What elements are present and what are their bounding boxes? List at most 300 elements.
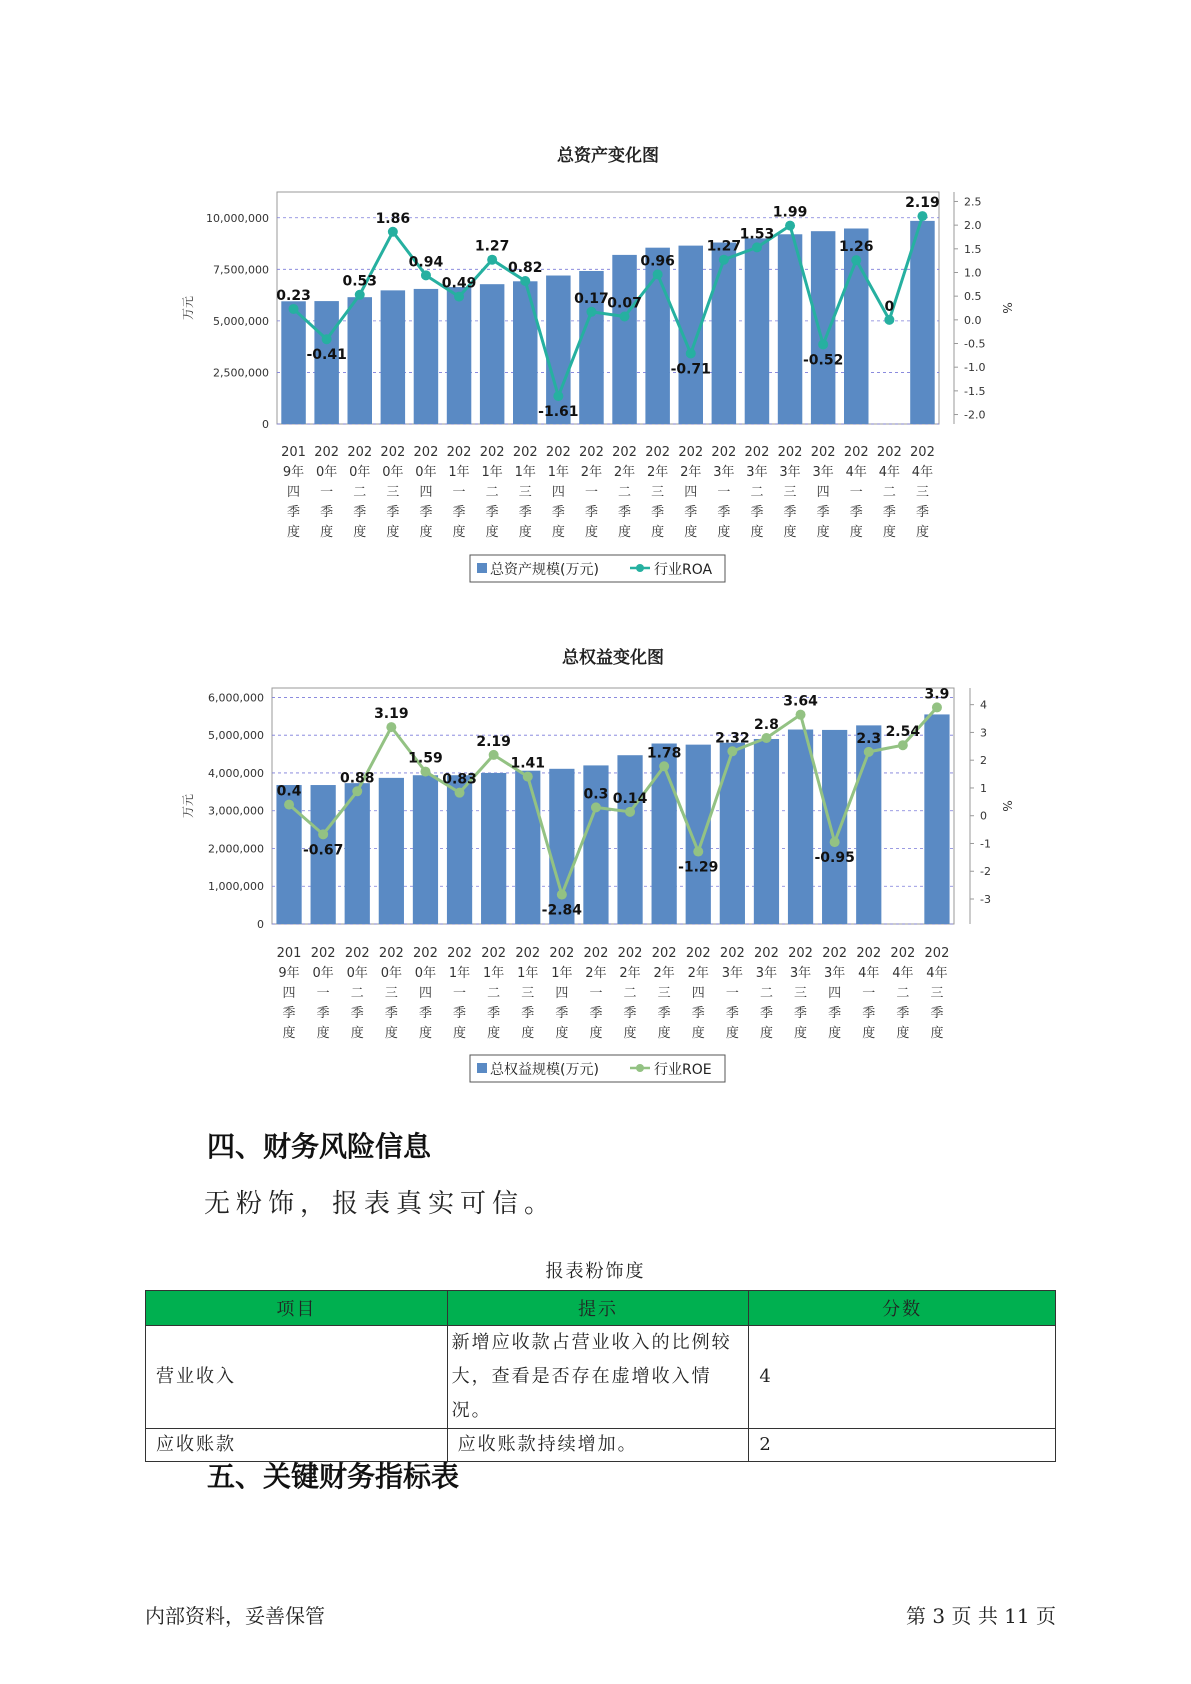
- x-tick-label: 202: [651, 946, 677, 961]
- x-tick-label: 202: [515, 946, 541, 961]
- x-tick-label: 度: [930, 1026, 944, 1041]
- x-tick-label: 一: [725, 986, 739, 1001]
- x-tick-label: 3年: [713, 465, 735, 480]
- x-tick-label: 季: [849, 505, 863, 520]
- header-item: 项目: [146, 1291, 448, 1326]
- x-tick-label: 202: [579, 445, 604, 460]
- x-tick-label: 季: [623, 1006, 637, 1021]
- row-item: 应收账款: [146, 1429, 448, 1462]
- x-tick-label: 202: [856, 946, 882, 961]
- x-tick-label: 度: [862, 1026, 876, 1041]
- data-label: 3.64: [783, 693, 818, 710]
- x-tick-label: 4年: [911, 465, 934, 480]
- x-tick-label: 一: [320, 485, 334, 500]
- data-label: 0.07: [607, 295, 642, 312]
- bar: [686, 745, 711, 924]
- y-tick-label: 2,000,000: [208, 842, 264, 856]
- y-tick-label: 5,000,000: [208, 729, 264, 743]
- x-tick-label: 度: [287, 525, 301, 540]
- x-tick-label: 3年: [755, 966, 778, 981]
- bar: [811, 231, 835, 424]
- y2-tick-label: -1.0: [964, 361, 986, 375]
- y2-tick-label: 0.0: [964, 313, 982, 327]
- x-tick-label: 202: [314, 445, 340, 460]
- x-tick-label: 1年: [448, 465, 470, 480]
- line-point: [727, 746, 737, 756]
- x-tick-label: 度: [725, 1026, 739, 1041]
- x-tick-label: 202: [344, 946, 370, 961]
- x-tick-label: 季: [485, 505, 499, 520]
- line-point: [421, 270, 431, 280]
- x-tick-label: 季: [816, 505, 830, 520]
- x-tick-label: 3年: [721, 966, 743, 981]
- data-label: -2.84: [541, 902, 583, 919]
- risk-summary-text: 无粉饰，报表真实可信。: [204, 1189, 557, 1219]
- x-tick-label: 二: [750, 485, 764, 500]
- x-tick-label: 季: [555, 1006, 569, 1021]
- x-tick-label: 度: [452, 525, 466, 540]
- x-tick-label: 季: [521, 1006, 535, 1021]
- x-tick-label: 3年: [779, 465, 801, 480]
- legend-line-label: 行业ROE: [654, 1062, 712, 1078]
- bar: [745, 238, 769, 424]
- x-tick-label: 202: [924, 946, 950, 961]
- x-tick-label: 季: [320, 505, 334, 520]
- x-tick-label: 202: [744, 445, 770, 460]
- data-label: -1.29: [678, 859, 719, 876]
- header-hint: 提示: [447, 1291, 749, 1326]
- data-label: 1.27: [706, 238, 742, 255]
- data-label: 1.86: [375, 210, 411, 227]
- y2-axis-label: %: [1000, 302, 1014, 314]
- x-tick-label: 202: [843, 445, 869, 460]
- x-tick-label: 度: [418, 1026, 432, 1041]
- y2-tick-label: -2.0: [964, 408, 986, 422]
- bar: [910, 221, 934, 424]
- y2-axis-label: %: [1000, 800, 1014, 812]
- footer-confidential: 内部资料，妥善保管: [145, 1604, 325, 1628]
- x-tick-label: 季: [691, 1006, 705, 1021]
- x-tick-label: 202: [413, 445, 439, 460]
- line-point: [284, 800, 294, 810]
- line-point: [864, 747, 874, 757]
- legend-bar-swatch: [477, 1063, 487, 1073]
- x-tick-label: 三: [386, 485, 400, 500]
- x-tick-label: 度: [320, 525, 334, 540]
- x-tick-label: 0年: [415, 465, 437, 480]
- x-tick-label: 202: [446, 445, 472, 460]
- x-tick-label: 季: [287, 505, 301, 520]
- x-tick-label: 202: [822, 946, 848, 961]
- x-tick-label: 202: [481, 946, 507, 961]
- bar: [788, 730, 813, 924]
- x-tick-label: 1年: [483, 966, 505, 981]
- data-label: -0.41: [306, 347, 347, 364]
- data-label: 1.53: [739, 226, 775, 243]
- data-label: 0.14: [612, 790, 648, 807]
- x-tick-label: 4年: [845, 465, 867, 480]
- x-tick-label: 四: [555, 986, 569, 1001]
- x-tick-label: 二: [618, 485, 632, 500]
- bar: [447, 287, 471, 424]
- x-tick-label: 三: [518, 485, 532, 500]
- x-tick-label: 202: [413, 946, 438, 961]
- row-score: 2: [749, 1429, 1056, 1462]
- x-tick-label: 2年: [680, 465, 702, 480]
- x-tick-label: 四: [828, 986, 842, 1001]
- x-tick-label: 度: [353, 525, 367, 540]
- x-tick-label: 一: [862, 986, 876, 1001]
- x-tick-label: 度: [651, 525, 665, 540]
- x-tick-label: 四: [418, 986, 432, 1001]
- data-label: 0.4: [276, 783, 302, 800]
- data-label: -0.52: [802, 352, 844, 369]
- y-axis-label: 万元: [181, 295, 195, 321]
- x-tick-label: 202: [645, 445, 671, 460]
- bar: [481, 773, 506, 924]
- x-tick-label: 1年: [517, 966, 539, 981]
- data-label: 0.17: [574, 290, 609, 307]
- x-tick-label: 202: [380, 445, 406, 460]
- x-tick-label: 季: [717, 505, 731, 520]
- x-tick-label: 度: [521, 1026, 535, 1041]
- x-tick-label: 季: [828, 1006, 842, 1021]
- legend-line-label: 行业ROA: [654, 562, 713, 578]
- x-tick-label: 季: [353, 505, 367, 520]
- data-label: 0.49: [441, 275, 477, 292]
- x-tick-label: 9年: [278, 966, 300, 981]
- x-tick-label: 度: [623, 1026, 637, 1041]
- data-label: 0.83: [442, 771, 477, 788]
- x-tick-label: 202: [788, 946, 813, 961]
- x-tick-label: 季: [487, 1006, 501, 1021]
- x-tick-label: 2年: [653, 966, 675, 981]
- x-tick-label: 季: [589, 1006, 603, 1021]
- x-tick-label: 202: [612, 445, 637, 460]
- x-tick-label: 度: [816, 525, 830, 540]
- x-tick-label: 度: [849, 525, 863, 540]
- bar: [754, 739, 779, 924]
- x-tick-label: 1年: [481, 465, 503, 480]
- x-tick-label: 一: [589, 986, 603, 1001]
- total-equity-chart: [0, 640, 1191, 1100]
- x-tick-label: 2年: [619, 966, 641, 981]
- bar: [617, 755, 642, 924]
- x-tick-label: 202: [479, 445, 505, 460]
- x-tick-label: 一: [717, 485, 731, 500]
- x-tick-label: 202: [910, 445, 935, 460]
- line-point: [355, 290, 365, 300]
- x-tick-label: 2年: [585, 966, 607, 981]
- x-tick-label: 4年: [878, 465, 900, 480]
- x-tick-label: 三: [915, 485, 929, 500]
- y-tick-label: 0: [262, 418, 269, 431]
- x-tick-label: 0年: [316, 465, 338, 480]
- x-tick-label: 四: [287, 485, 301, 500]
- x-tick-label: 202: [810, 445, 836, 460]
- x-tick-label: 202: [545, 445, 571, 460]
- table-header-row: [146, 1291, 1056, 1326]
- data-label: -0.67: [302, 842, 344, 859]
- x-tick-label: 202: [617, 946, 643, 961]
- row-item: 营业收入: [146, 1326, 448, 1429]
- x-tick-label: 202: [678, 445, 704, 460]
- line-point: [553, 391, 563, 401]
- x-tick-label: 202: [719, 946, 745, 961]
- line-point: [917, 211, 927, 221]
- x-tick-label: 四: [816, 485, 830, 500]
- line-point: [796, 710, 806, 720]
- bar: [414, 289, 438, 424]
- x-tick-label: 季: [896, 1006, 910, 1021]
- y-axis-label: 万元: [181, 793, 195, 819]
- data-label: 0.23: [276, 287, 311, 304]
- bar: [348, 297, 372, 424]
- x-tick-label: 度: [350, 1026, 364, 1041]
- x-tick-label: 202: [512, 445, 538, 460]
- x-tick-label: 3年: [812, 465, 834, 480]
- x-tick-label: 1年: [547, 465, 569, 480]
- y2-tick-label: 4: [980, 698, 987, 712]
- x-tick-label: 度: [691, 1026, 705, 1041]
- total-assets-chart: [0, 140, 1191, 600]
- x-tick-label: 0年: [382, 465, 404, 480]
- x-tick-label: 2年: [687, 966, 709, 981]
- bar: [513, 281, 537, 424]
- y-tick-label: 7,500,000: [213, 263, 269, 277]
- x-tick-label: 2年: [613, 465, 636, 480]
- x-tick-label: 度: [794, 1026, 808, 1041]
- total-assets-chart-svg: [0, 140, 1191, 600]
- y-tick-label: 2,500,000: [213, 366, 269, 380]
- line-point: [388, 227, 398, 237]
- y2-tick-label: -1: [980, 837, 991, 851]
- line-point: [322, 334, 332, 344]
- x-tick-label: 度: [487, 1026, 501, 1041]
- x-tick-label: 度: [589, 1026, 603, 1041]
- x-tick-label: 二: [759, 986, 773, 1001]
- line-point: [557, 890, 567, 900]
- x-tick-label: 季: [930, 1006, 944, 1021]
- x-tick-label: 三: [384, 986, 398, 1001]
- data-label: 0.53: [342, 273, 378, 290]
- x-tick-label: 季: [384, 1006, 398, 1021]
- x-tick-label: 季: [783, 505, 797, 520]
- y2-tick-label: 1: [980, 781, 987, 795]
- x-tick-label: 季: [282, 1006, 296, 1021]
- x-tick-label: 度: [419, 525, 433, 540]
- x-tick-label: 季: [794, 1006, 808, 1021]
- x-tick-label: 季: [386, 505, 400, 520]
- x-tick-label: 季: [551, 505, 565, 520]
- x-tick-label: 度: [896, 1026, 910, 1041]
- legend-line-marker: [636, 1064, 644, 1072]
- y2-tick-label: 1.5: [964, 242, 982, 256]
- data-label: 0.3: [583, 786, 609, 803]
- data-label: -1.61: [538, 404, 579, 421]
- x-tick-label: 度: [555, 1026, 569, 1041]
- x-tick-label: 0年: [349, 465, 371, 480]
- chart-title: 总资产变化图: [557, 146, 659, 166]
- x-tick-label: 4年: [858, 966, 880, 981]
- x-tick-label: 季: [882, 505, 896, 520]
- line-point: [523, 772, 533, 782]
- y-tick-label: 10,000,000: [206, 211, 269, 225]
- data-label: 3.19: [374, 706, 409, 723]
- x-tick-label: 202: [685, 946, 711, 961]
- data-label: 2.19: [476, 733, 511, 750]
- x-tick-label: 4年: [892, 966, 914, 981]
- row-hint: 应收账款持续增加。: [447, 1429, 749, 1462]
- x-tick-label: 3年: [824, 966, 846, 981]
- x-tick-label: 季: [350, 1006, 364, 1021]
- x-tick-label: 季: [452, 505, 466, 520]
- x-tick-label: 201: [281, 445, 306, 460]
- x-tick-label: 三: [657, 986, 671, 1001]
- x-tick-label: 二: [487, 986, 501, 1001]
- line-point: [454, 292, 464, 302]
- x-tick-label: 度: [453, 1026, 467, 1041]
- footer-page-number: 第 3 页 共 11 页: [906, 1604, 1056, 1628]
- x-tick-label: 202: [310, 946, 336, 961]
- x-tick-label: 二: [353, 485, 367, 500]
- line-point: [851, 255, 861, 265]
- line-point: [352, 786, 362, 796]
- x-tick-label: 度: [750, 525, 764, 540]
- x-tick-label: 1年: [514, 465, 536, 480]
- bar: [281, 301, 305, 424]
- data-label: 0.88: [339, 770, 375, 787]
- x-tick-label: 3年: [746, 465, 768, 480]
- x-tick-label: 度: [518, 525, 532, 540]
- bar: [778, 234, 802, 424]
- x-tick-label: 3年: [789, 966, 812, 981]
- x-tick-label: 季: [453, 1006, 467, 1021]
- y-tick-label: 6,000,000: [208, 691, 264, 705]
- x-tick-label: 度: [316, 1026, 330, 1041]
- x-tick-label: 二: [882, 485, 896, 500]
- x-tick-label: 三: [651, 485, 665, 500]
- line-point: [693, 847, 703, 857]
- line-point: [719, 255, 729, 265]
- bar: [381, 290, 405, 424]
- data-label: 1.78: [646, 745, 682, 762]
- x-tick-label: 201: [276, 946, 302, 961]
- x-tick-label: 度: [915, 525, 929, 540]
- x-tick-label: 度: [386, 525, 400, 540]
- bar: [720, 743, 745, 924]
- x-tick-label: 季: [584, 505, 598, 520]
- line-point: [785, 221, 795, 231]
- row-hint: 新增应收款占营业收入的比例较大，查看是否存在虚增收入情况。: [447, 1326, 749, 1429]
- line-point: [884, 315, 894, 325]
- x-tick-label: 季: [418, 1006, 432, 1021]
- x-tick-label: 1年: [448, 966, 471, 981]
- y2-tick-label: 0: [980, 809, 987, 823]
- x-tick-label: 二: [485, 485, 499, 500]
- data-label: -0.95: [814, 850, 855, 867]
- bar: [712, 243, 736, 424]
- line-point: [653, 269, 663, 279]
- line-point: [487, 255, 497, 265]
- x-tick-label: 0年: [346, 966, 368, 981]
- line-point: [620, 312, 630, 322]
- x-tick-label: 202: [378, 946, 404, 961]
- x-tick-label: 0年: [414, 966, 437, 981]
- x-tick-label: 季: [915, 505, 929, 520]
- x-tick-label: 度: [717, 525, 731, 540]
- x-tick-label: 度: [384, 1026, 398, 1041]
- x-tick-label: 二: [896, 986, 910, 1001]
- data-label: 1.99: [772, 204, 808, 221]
- chart-title: 总权益变化图: [562, 648, 664, 668]
- x-tick-label: 202: [754, 946, 779, 961]
- data-label: 1.59: [408, 750, 443, 767]
- x-tick-label: 三: [521, 986, 535, 1001]
- x-tick-label: 四: [691, 986, 705, 1001]
- legend-line-marker: [636, 564, 644, 572]
- x-tick-label: 二: [350, 986, 364, 1001]
- table-row: [146, 1326, 1056, 1429]
- bar: [379, 778, 404, 924]
- x-tick-label: 2年: [580, 465, 603, 480]
- y2-tick-label: -1.5: [964, 384, 986, 398]
- x-tick-label: 度: [657, 1026, 671, 1041]
- line-point: [591, 802, 601, 812]
- data-label: 1.27: [474, 238, 510, 255]
- data-label: 3.9: [924, 686, 950, 703]
- y-tick-label: 4,000,000: [208, 766, 264, 780]
- bar: [515, 771, 540, 924]
- x-tick-label: 202: [583, 946, 609, 961]
- x-tick-label: 度: [759, 1026, 773, 1041]
- y2-tick-label: -0.5: [964, 337, 986, 351]
- line-point: [586, 307, 596, 317]
- x-tick-label: 度: [882, 525, 896, 540]
- line-point: [625, 807, 635, 817]
- y2-tick-label: 2.0: [964, 219, 982, 233]
- bar: [612, 255, 636, 424]
- line-point: [289, 304, 299, 314]
- x-tick-label: 202: [347, 445, 373, 460]
- x-tick-label: 1年: [551, 966, 573, 981]
- x-tick-label: 度: [684, 525, 698, 540]
- x-tick-label: 四: [551, 485, 565, 500]
- line-point: [318, 829, 328, 839]
- legend-bar-label: 总资产规模(万元): [490, 562, 599, 578]
- line-point: [932, 702, 942, 712]
- data-label: 2.54: [885, 724, 921, 741]
- x-tick-label: 0年: [312, 966, 334, 981]
- y2-tick-label: -2: [980, 865, 991, 879]
- x-tick-label: 三: [783, 485, 797, 500]
- line-point: [830, 837, 840, 847]
- data-label: 2.19: [905, 195, 940, 212]
- line-point: [489, 750, 499, 760]
- risk-section-title: 四、财务风险信息: [207, 1130, 432, 1163]
- data-label: 0.82: [507, 260, 543, 277]
- x-tick-label: 2年: [647, 465, 669, 480]
- x-tick-label: 季: [518, 505, 532, 520]
- header-score: 分数: [749, 1291, 1056, 1326]
- line-point: [898, 740, 908, 750]
- bar: [924, 714, 949, 924]
- x-tick-label: 季: [759, 1006, 773, 1021]
- y-tick-label: 3,000,000: [208, 804, 264, 818]
- data-label: 2.32: [715, 730, 750, 747]
- x-tick-label: 202: [777, 445, 803, 460]
- row-score: 4: [749, 1326, 1056, 1429]
